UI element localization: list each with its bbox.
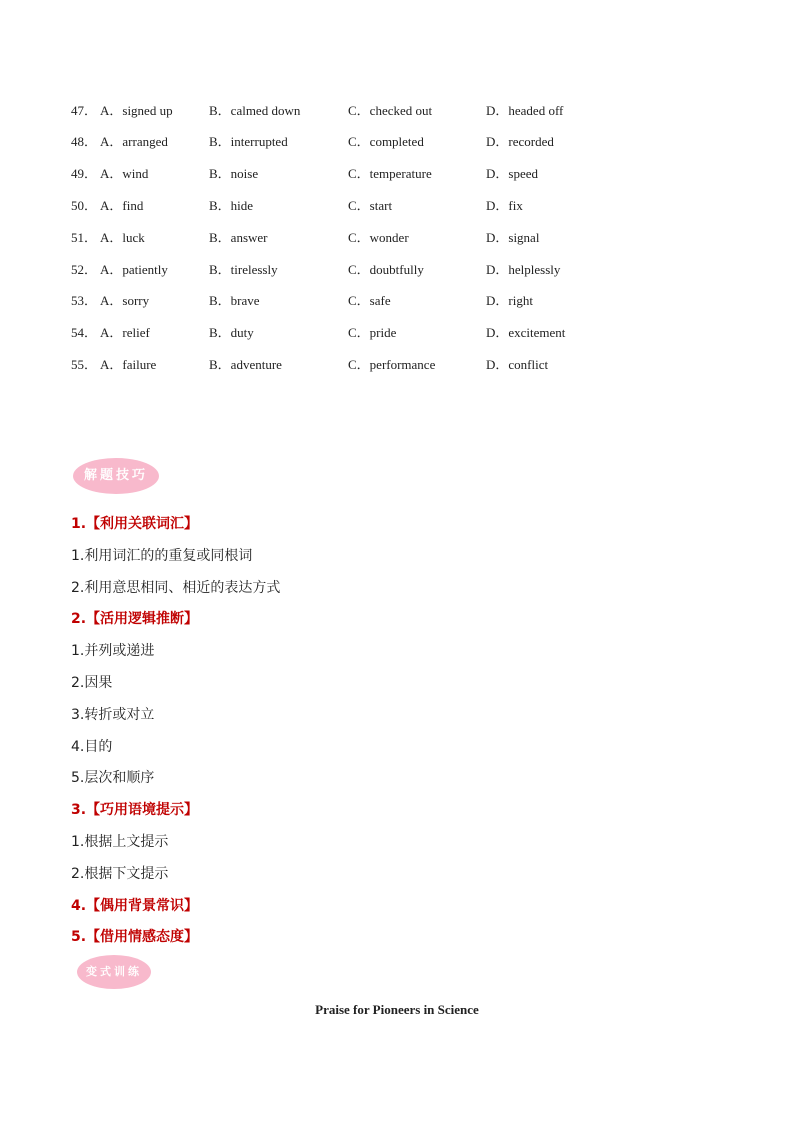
option-c: C．start <box>348 198 393 213</box>
tip-heading-4: 4.【偶用背景常识】 <box>71 898 199 914</box>
question-number: 54． <box>71 325 98 340</box>
tip-item: 2.因果 <box>71 675 113 691</box>
question-row-47 <box>71 101 691 121</box>
option-c: C．completed <box>348 134 424 149</box>
option-b: B．duty <box>209 325 254 340</box>
tip-item: 1.利用词汇的的重复或同根词 <box>71 548 253 564</box>
option-b: B．tirelessly <box>209 262 278 277</box>
option-b: B．interrupted <box>209 134 288 149</box>
question-number: 55． <box>71 357 98 372</box>
option-a: A．failure <box>100 357 157 372</box>
option-d: D．speed <box>486 166 538 181</box>
question-row-51 <box>71 228 691 248</box>
option-c: C．pride <box>348 325 397 340</box>
option-d: D．headed off <box>486 103 564 118</box>
option-a: A．arranged <box>100 134 168 149</box>
question-number: 52． <box>71 262 98 277</box>
option-d: D．recorded <box>486 134 554 149</box>
option-c: C．safe <box>348 293 391 308</box>
option-a: A．wind <box>100 166 149 181</box>
tip-item: 1.并列或递进 <box>71 643 155 659</box>
option-b: B．calmed down <box>209 103 301 118</box>
option-d: D．right <box>486 293 533 308</box>
option-c: C．wonder <box>348 230 409 245</box>
tip-item: 2.利用意思相同、相近的表达方式 <box>71 580 281 596</box>
option-a: A．sorry <box>100 293 150 308</box>
passage-title: Praise for Pioneers in Science <box>315 1002 479 1017</box>
question-number: 47． <box>71 103 98 118</box>
tip-item: 1.根据上文提示 <box>71 834 169 850</box>
question-row-50 <box>71 196 691 216</box>
option-a: A．relief <box>100 325 150 340</box>
practice-badge: 变式训练 <box>77 955 151 989</box>
question-number: 53． <box>71 293 98 308</box>
option-b: B．adventure <box>209 357 282 372</box>
option-d: D．helplessly <box>486 262 561 277</box>
tip-heading-5: 5.【借用情感态度】 <box>71 929 199 945</box>
option-b: B．answer <box>209 230 268 245</box>
option-b: B．brave <box>209 293 260 308</box>
question-row-52 <box>71 260 691 280</box>
option-d: D．conflict <box>486 357 549 372</box>
question-number: 50． <box>71 198 98 213</box>
question-number: 48． <box>71 134 98 149</box>
question-number: 49． <box>71 166 98 181</box>
tip-item: 3.转折或对立 <box>71 707 155 723</box>
question-row-55 <box>71 355 691 375</box>
tip-item: 4.目的 <box>71 739 113 755</box>
tip-heading-2: 2.【活用逻辑推断】 <box>71 611 199 627</box>
option-a: A．signed up <box>100 103 173 118</box>
option-a: A．patiently <box>100 262 168 277</box>
question-number: 51． <box>71 230 98 245</box>
question-row-48 <box>71 132 691 152</box>
option-d: D．fix <box>486 198 523 213</box>
option-c: C．checked out <box>348 103 433 118</box>
tip-item: 5.层次和顺序 <box>71 770 155 786</box>
option-c: C．temperature <box>348 166 432 181</box>
option-b: B．noise <box>209 166 259 181</box>
tip-heading-3: 3.【巧用语境提示】 <box>71 802 199 818</box>
option-b: B．hide <box>209 198 254 213</box>
option-a: A．luck <box>100 230 145 245</box>
tips-badge: 解题技巧 <box>73 458 159 494</box>
question-row-54 <box>71 323 691 343</box>
option-c: C．performance <box>348 357 436 372</box>
tip-item: 2.根据下文提示 <box>71 866 169 882</box>
option-d: D．excitement <box>486 325 566 340</box>
question-row-49 <box>71 164 691 184</box>
option-d: D．signal <box>486 230 540 245</box>
question-row-53 <box>71 291 691 311</box>
option-a: A．find <box>100 198 144 213</box>
tip-heading-1: 1.【利用关联词汇】 <box>71 516 199 532</box>
option-c: C．doubtfully <box>348 262 424 277</box>
